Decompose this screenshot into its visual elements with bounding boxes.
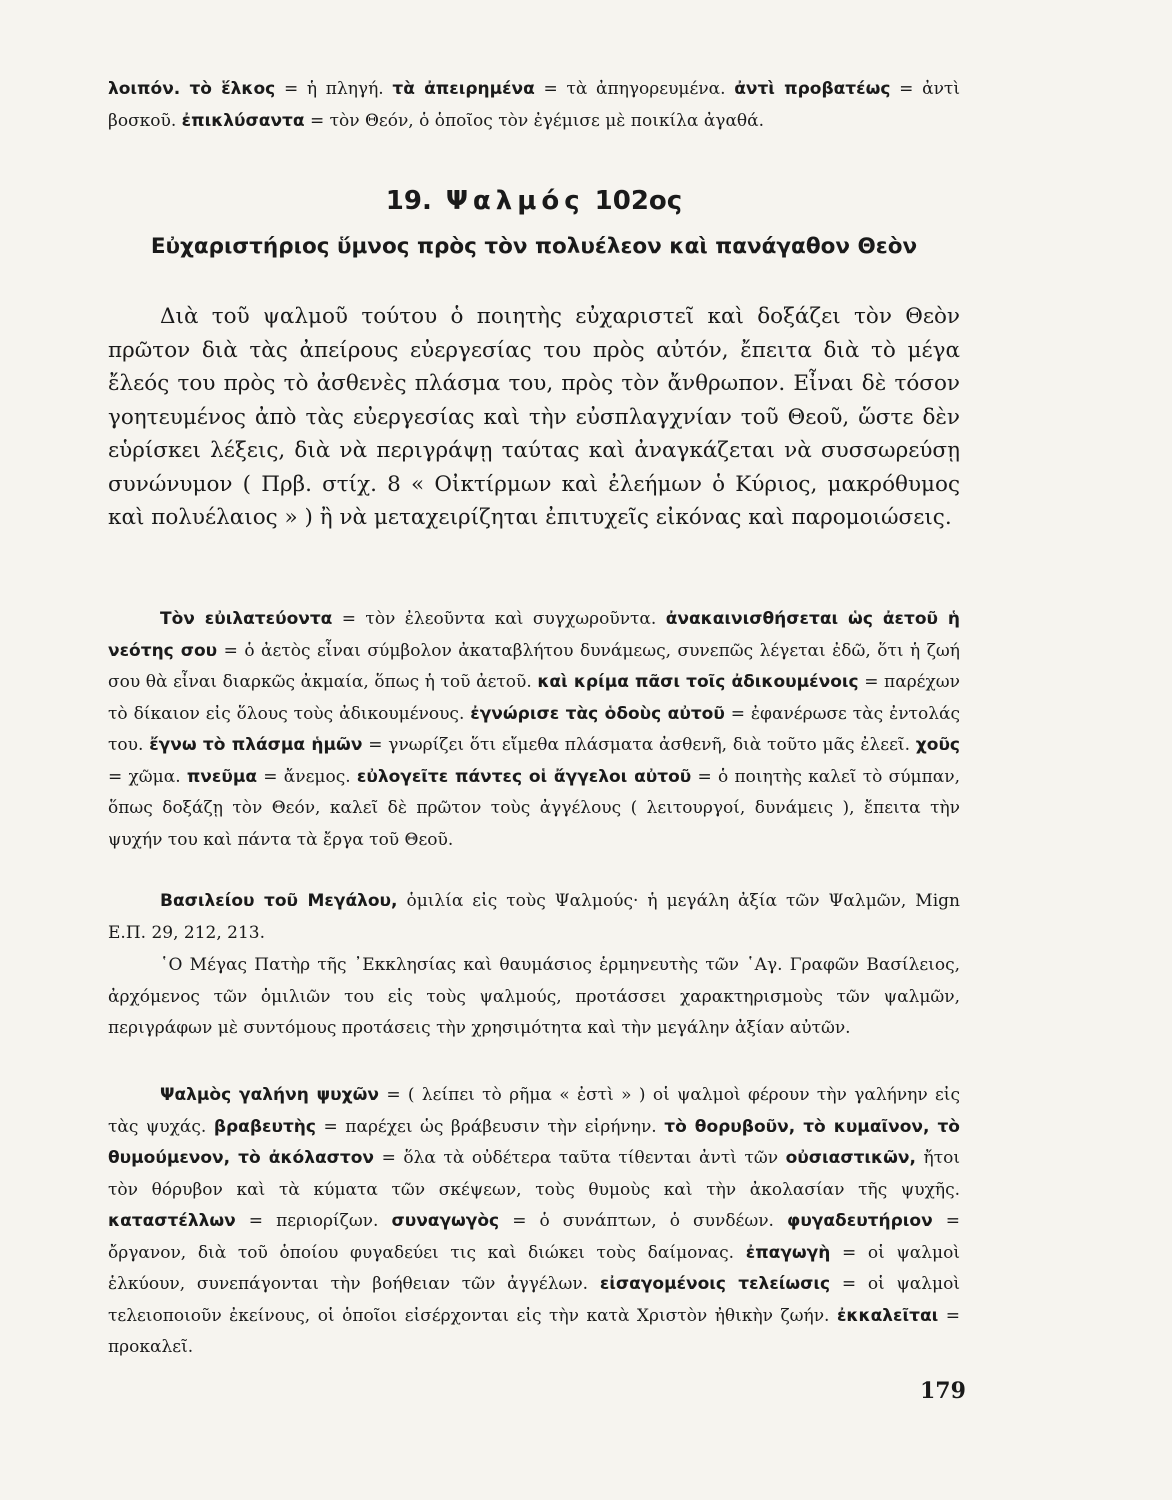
gloss-definition: = παρέχων τὸ δίκαιον εἰς ὅλους τοὺς ἀδικουμένους. <box>108 672 960 724</box>
psalm-number: 102ος <box>594 186 683 216</box>
gloss-term: συναγωγὸς <box>391 1211 500 1231</box>
gloss-definition: = τὸν Θεόν, ὁ ὁποῖος τὸν ἐγέμισε μὲ ποικίλα ἀγαθά. <box>304 110 765 131</box>
gloss-term: Βασιλείου τοῦ Μεγάλου, <box>160 891 398 911</box>
gloss-definition: = προκαλεῖ. <box>108 1305 960 1357</box>
gloss-definition: = ὁ ποιητὴς καλεῖ τὸ σύμπαν, ὅπως δοξάζῃ τὸν Θεόν, καλεῖ δὲ πρῶτον τοὺς ἀγγέλους ( λειτουργοί, δυνάμεις ), ἔπειτα τὴν ψυχήν του καὶ πάντα τὰ ἔργα τοῦ Θεοῦ. <box>108 766 960 850</box>
gloss-definition: = περιορίζων. <box>235 1211 392 1231</box>
gloss-definition: = τὸν ἐλεοῦντα καὶ συγχωροῦντα. <box>332 609 666 629</box>
gloss-term: λοιπόν. <box>108 79 190 99</box>
gloss-term: ἐγνώρισε τὰς ὁδοὺς αὐτοῦ <box>470 703 725 724</box>
gloss-definition: = οἱ ψαλμοὶ τελειοποιοῦν ἐκείνους, οἱ ὁποῖοι εἰσέρχονται εἰς τὴν κατὰ Χριστὸν ἠθικὴν ζωήν. <box>108 1274 960 1326</box>
gloss-definition: ἤτοι τὸν θόρυβον καὶ τὰ κύματα τῶν σκέψεων, τοὺς θυμοὺς καὶ τὴν ἀκολασίαν τῆς ψυχῆς. <box>108 1148 960 1200</box>
gloss-definition: = ἄνεμος. <box>257 766 357 787</box>
glossary-basil <box>108 1080 960 1364</box>
gloss-term: τὰ ἀπειρημένα <box>392 79 535 99</box>
gloss-term: ἐπαγωγὴ <box>745 1242 831 1263</box>
gloss-term: ἀνακαινισθήσεται ὡς ἀετοῦ ἡ νεότης σου <box>108 609 960 661</box>
gloss-definition: = ὁ ἀετὸς εἶναι σύμβολον ἀκαταβλήτου δυνάμεως, συνεπῶς λέγεται ἐδῶ, ὅτι ἡ ζωή σου θὰ εἶναι διαρκῶς ἀκμαία, ὅπως ἡ τοῦ ἀετοῦ. <box>108 640 960 692</box>
gloss-term: ἔγνω τὸ πλάσμα ἡμῶν <box>149 735 363 755</box>
top-glossary <box>108 74 960 137</box>
gloss-term: εὐλογεῖτε πάντες οἱ ἄγγελοι αὐτοῦ <box>356 766 692 787</box>
gloss-definition: = οἱ ψαλμοὶ ἑλκύουν, συνεπάγονται τὴν βοήθειαν τῶν ἀγγέλων. <box>108 1242 960 1294</box>
gloss-term: τὸ θορυβοῦν, τὸ κυμαῖνον, τὸ θυμούμενον, τὸ ἀκόλαστον <box>108 1116 960 1168</box>
gloss-term: ἐπικλύσαντα <box>181 110 305 131</box>
gloss-definition: = ὄργανον, διὰ τοῦ ὁποίου φυγαδεύει τις καὶ διώκει τοὺς δαίμονας. <box>108 1211 960 1263</box>
gloss-definition: = ἐφανέρωσε τὰς ἐντολάς του. <box>108 703 960 755</box>
gloss-term: ἀντὶ προβατέως <box>734 79 891 99</box>
gloss-definition: = παρέχει ὡς βράβευσιν τὴν εἰρήνην. <box>316 1116 665 1137</box>
basil-intro: ῾Ο Μέγας Πατὴρ τῆς ᾿Εκκλησίας καὶ θαυμάσιος ἑρμηνευτὴς τῶν ῾Αγ. Γραφῶν Βασίλειος, ἀρχόμενος τῶν ὁμιλιῶν του εἰς τοὺς ψαλμούς, προτάσσει χαρακτηρισμοὺς τῶν ψαλμῶν, περιγράφων μὲ συντόμους προτάσεις τὴν χρησιμότητα καὶ τὴν μεγάλην ἀξίαν αὐτῶν. <box>108 955 960 1038</box>
section-subtitle: Εὐχαριστήριος ὕμνος πρὸς τὸν πολυέλεον καὶ πανάγαθον Θεὸν <box>150 234 918 259</box>
gloss-definition: = ὅλα τὰ οὐδέτερα ταῦτα τίθενται ἀντὶ τῶν <box>374 1148 786 1168</box>
gloss-definition: = γνωρίζει ὅτι εἴμεθα πλάσματα ἀσθενῆ, διὰ τοῦτο μᾶς ἐλεεῖ. <box>362 735 916 755</box>
section-title <box>108 186 960 216</box>
gloss-definition: = ἡ πληγή. <box>275 79 393 99</box>
glossary-psalm <box>108 604 960 856</box>
gloss-term: Τὸν εὐιλατεύοντα <box>160 609 333 629</box>
gloss-term: χοῦς <box>915 735 960 755</box>
gloss-definition: = ἀντὶ βοσκοῦ. <box>108 79 960 131</box>
basil-heading <box>108 886 960 949</box>
gloss-term: τὸ ἕλκος <box>189 79 276 99</box>
gloss-term: φυγαδευτήριον <box>787 1211 933 1231</box>
gloss-definition: = χῶμα. <box>108 766 187 787</box>
gloss-definition: ὁμιλία εἰς τοὺς Ψαλμούς· ἡ μεγάλη ἀξία τῶν Ψαλμῶν, Mign Ε.Π. 29, 212, 213. <box>108 891 960 943</box>
section-number: 19. <box>385 186 432 216</box>
intro-paragraph: Διὰ τοῦ ψαλμοῦ τούτου ὁ ποιητὴς εὐχαριστεῖ καὶ δοξάζει τὸν Θεὸν πρῶτον διὰ τὰς ἀπείρους εὐεργεσίας του πρὸς αὐτόν, ἔπειτα διὰ τὸ μέγα ἔλεός του πρὸς τὸ ἀσθενὲς πλάσμα του, πρὸς τὸν ἄνθρωπον. Εἶναι δὲ τόσον γοητευμένος ἀπὸ τὰς εὐεργεσίας καὶ τὴν εὐσπλαγχνίαν τοῦ Θεοῦ, ὥστε δὲν εὑρίσκει λέξεις, διὰ νὰ περιγράψῃ ταύτας καὶ ἀναγκάζεται νὰ συσσωρεύσῃ συνώνυμον ( Πρβ. στίχ. 8 « Οἰκτίρμων καὶ ἐλεήμων ὁ Κύριος, μακρόθυμος καὶ πολυέλαιος » ) ἢ νὰ μεταχειρίζηται ἐπιτυχεῖς εἰκόνας καὶ παρομοιώσεις. <box>108 304 960 530</box>
gloss-term: οὐσιαστικῶν, <box>785 1148 916 1168</box>
gloss-definition: = ὁ συνάπτων, ὁ συνδέων. <box>499 1211 788 1231</box>
gloss-term: ἐκκαλεῖται <box>836 1305 939 1326</box>
gloss-term: καὶ κρίμα πᾶσι τοῖς ἀδικουμένοις <box>537 672 859 692</box>
psalm-label: Ψαλμός <box>445 186 585 216</box>
gloss-definition: = τὰ ἀπηγορευμένα. <box>534 79 735 99</box>
gloss-term: βραβευτὴς <box>213 1116 316 1137</box>
gloss-term: πνεῦμα <box>186 766 258 787</box>
gloss-term: εἰσαγομένοις τελείωσις <box>599 1274 831 1294</box>
page-number: 179 <box>920 1378 966 1404</box>
gloss-definition: = ( λείπει τὸ ρῆμα « ἐστὶ » ) οἱ ψαλμοὶ φέρουν τὴν γαλήνην εἰς τὰς ψυχάς. <box>108 1085 960 1137</box>
gloss-term: Ψαλμὸς γαλήνη ψυχῶν <box>160 1085 379 1105</box>
gloss-term: καταστέλλων <box>108 1211 236 1231</box>
